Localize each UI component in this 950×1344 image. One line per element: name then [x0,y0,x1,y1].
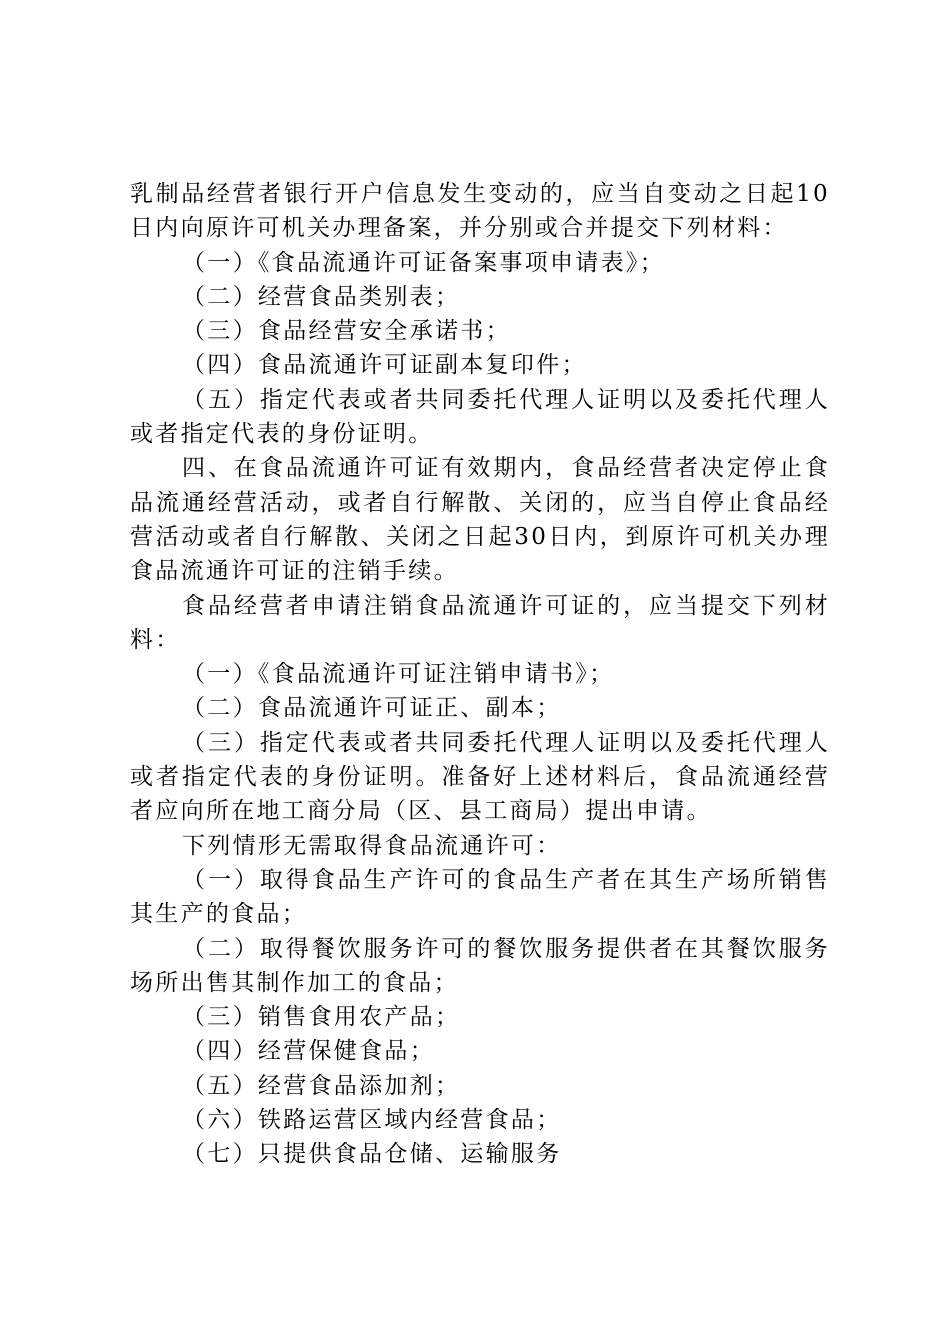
paragraph: （七）只提供食品仓储、运输服务 [182,1141,562,1168]
paragraph: （三）销售食用农产品； [182,1004,461,1031]
paragraph: 下列情形无需取得食品流通许可： [182,832,562,859]
paragraph: （三）食品经营安全承诺书； [182,318,511,345]
paragraph: （二）取得餐饮服务许可的餐饮服务提供者在其餐饮服务场所出售其制作加工的食品； [130,935,830,996]
paragraph: （一）《食品流通许可证备案事项申请表》； [182,249,665,276]
paragraph: （四）经营保健食品； [182,1038,435,1065]
paragraph: 乳制品经营者银行开户信息发生变动的，应当自变动之日起10日内向原许可机关办理备案，并分别或合并提交下列材料： [130,181,830,242]
paragraph: （五）经营食品添加剂； [182,1072,461,1099]
paragraph: （五）指定代表或者共同委托代理人证明以及委托代理人或者指定代表的身份证明。 [130,386,830,448]
paragraph: 食品经营者申请注销食品流通许可证的，应当提交下列材料： [130,592,830,653]
paragraph: （三）指定代表或者共同委托代理人证明以及委托代理人或者指定代表的身份证明。准备好上述材料后，食品流通经营者应向所在地工商分局（区、县工商局）提出申请。 [130,729,830,825]
paragraph: （六）铁路运营区域内经营食品； [182,1107,562,1134]
paragraph: （二）食品流通许可证正、副本； [182,695,562,722]
paragraph: （二）经营食品类别表； [182,283,461,310]
paragraph: （四）食品流通许可证副本复印件； [182,352,587,379]
document-body [130,177,830,1172]
paragraph: （一）《食品流通许可证注销申请书》； [182,661,615,688]
paragraph: 四、在食品流通许可证有效期内，食品经营者决定停止食品流通经营活动，或者自行解散、关闭的，应当自停止食品经营活动或者自行解散、关闭之日起30日内，到原许可机关办理食品流通许可证的注销手续。 [130,455,830,585]
paragraph: （一）取得食品生产许可的食品生产者在其生产场所销售其生产的食品； [130,866,830,928]
